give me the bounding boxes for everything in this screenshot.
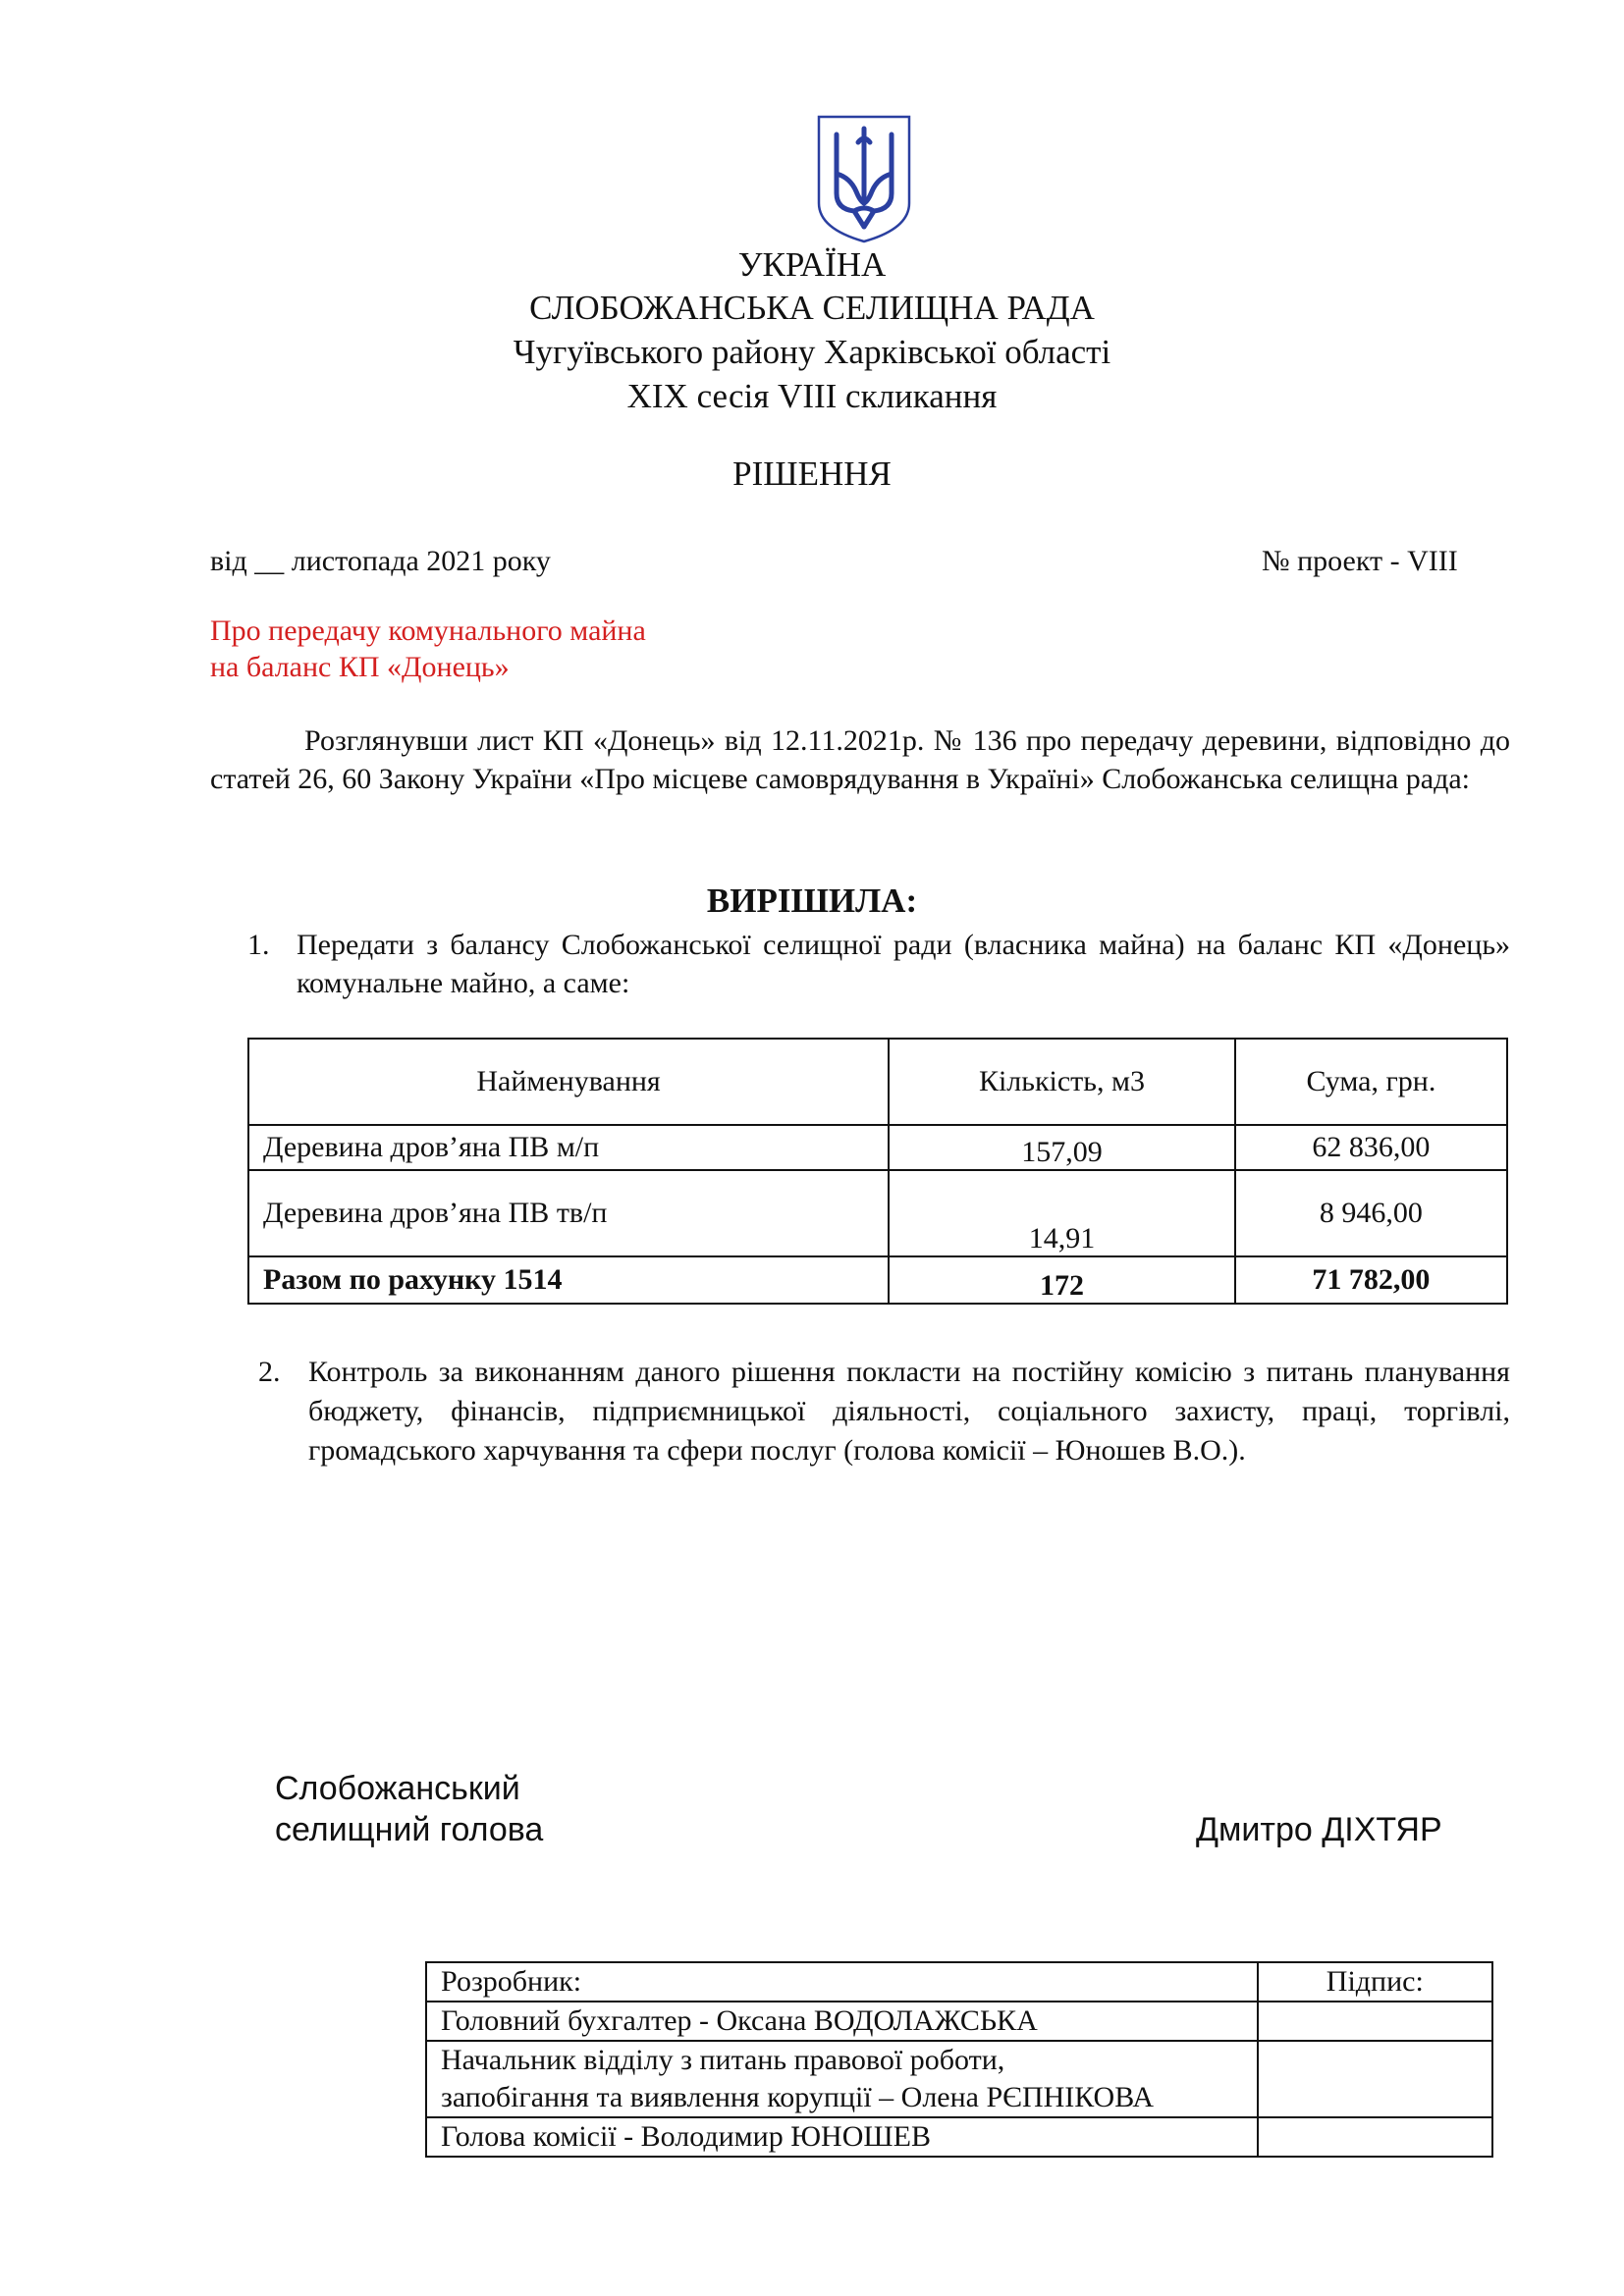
signature-title-line-1: Слобожанський (275, 1770, 520, 1807)
row-2-name: Деревина дров’яна ПВ тв/п (248, 1170, 889, 1256)
table-total-row (248, 1256, 1507, 1304)
approval-header-row (426, 1962, 1492, 2002)
subject-line-2: на баланс КП «Донець» (210, 651, 510, 683)
approval-row-3-line-1: Голова комісії - Володимир ЮНОШЕВ (441, 2120, 931, 2153)
total-name: Разом по рахунку 1514 (248, 1256, 889, 1304)
signature-cell (1258, 2117, 1492, 2157)
table-row (248, 1125, 1507, 1170)
decision-number: № проект - VIII (1262, 545, 1458, 577)
total-sum: 71 782,00 (1235, 1256, 1507, 1304)
column-header-sum: Сума, грн. (1235, 1039, 1507, 1125)
approval-row-2-line-2: запобігання та виявлення корупції – Олена РЄПНІКОВА (441, 2081, 1155, 2113)
signature-cell (1258, 2002, 1492, 2041)
item-2-text: Контроль за виконанням даного рішення покласти на постійну комісію з питань планування бюджету, фінансів, підприємницької діяльності, соціального захисту, праці, торгівлі, громадського харчування та сфери послуг (голова комісії – Юношев В.О.). (308, 1356, 1510, 1467)
subject-line-1: Про передачу комунального майна (210, 614, 646, 647)
resolved-heading: ВИРІШИЛА: (706, 881, 918, 920)
document-type-title: РІШЕННЯ (732, 454, 892, 493)
item-1-number: 1. (247, 929, 270, 961)
table-row (426, 2002, 1492, 2041)
total-quantity: 172 (889, 1256, 1235, 1304)
header-council: СЛОБОЖАНСЬКА СЕЛИЩНА РАДА (529, 289, 1095, 327)
row-2-sum: 8 946,00 (1235, 1170, 1507, 1256)
preamble-paragraph: Розглянувши лист КП «Донець» від 12.11.2021р. № 136 про передачу деревини, відповідно до статей 26, 60 Закону України «Про місцеве самоврядування в Україні» Слобожанська селищна рада: (210, 724, 1510, 795)
table-row (426, 2041, 1492, 2117)
tryzub-emblem-icon (815, 113, 913, 245)
approval-row-1-line-1: Головний бухгалтер - Оксана ВОДОЛАЖСЬКА (441, 2004, 1038, 2037)
property-table-header-row (248, 1039, 1507, 1125)
approval-header-signature: Підпис: (1258, 1962, 1492, 2002)
table-row (426, 2117, 1492, 2157)
column-header-quantity: Кількість, м3 (889, 1039, 1235, 1125)
signatory-name: Дмитро ДІХТЯР (1196, 1811, 1442, 1848)
header-session: XIX сесія VIII скликання (626, 377, 998, 415)
decision-date: від __ листопада 2021 року (210, 545, 551, 577)
row-1-quantity: 157,09 (889, 1125, 1235, 1170)
row-1-name: Деревина дров’яна ПВ м/п (248, 1125, 889, 1170)
approval-row-2-line-1: Начальник відділу з питань правової роботи, (441, 2044, 1005, 2076)
signature-title-line-2: селищний голова (275, 1811, 544, 1848)
approval-row-3 (426, 2117, 1258, 2157)
header-country: УКРАЇНА (737, 245, 887, 284)
item-2-number: 2. (258, 1356, 281, 1388)
row-1-sum: 62 836,00 (1235, 1125, 1507, 1170)
item-1-text: Передати з балансу Слобожанської селищної ради (власника майна) на баланс КП «Донець» комунальне майно, а саме: (297, 929, 1510, 999)
header-district: Чугуївського району Харківської області (513, 333, 1111, 371)
approval-header-developer: Розробник: (426, 1962, 1258, 2002)
column-header-name: Найменування (248, 1039, 889, 1125)
table-row (248, 1170, 1507, 1256)
signature-cell (1258, 2041, 1492, 2117)
approval-row-1 (426, 2002, 1258, 2041)
property-table (247, 1038, 1508, 1305)
row-2-quantity: 14,91 (889, 1170, 1235, 1256)
approval-row-2 (426, 2041, 1258, 2117)
approval-table (425, 1961, 1493, 2158)
